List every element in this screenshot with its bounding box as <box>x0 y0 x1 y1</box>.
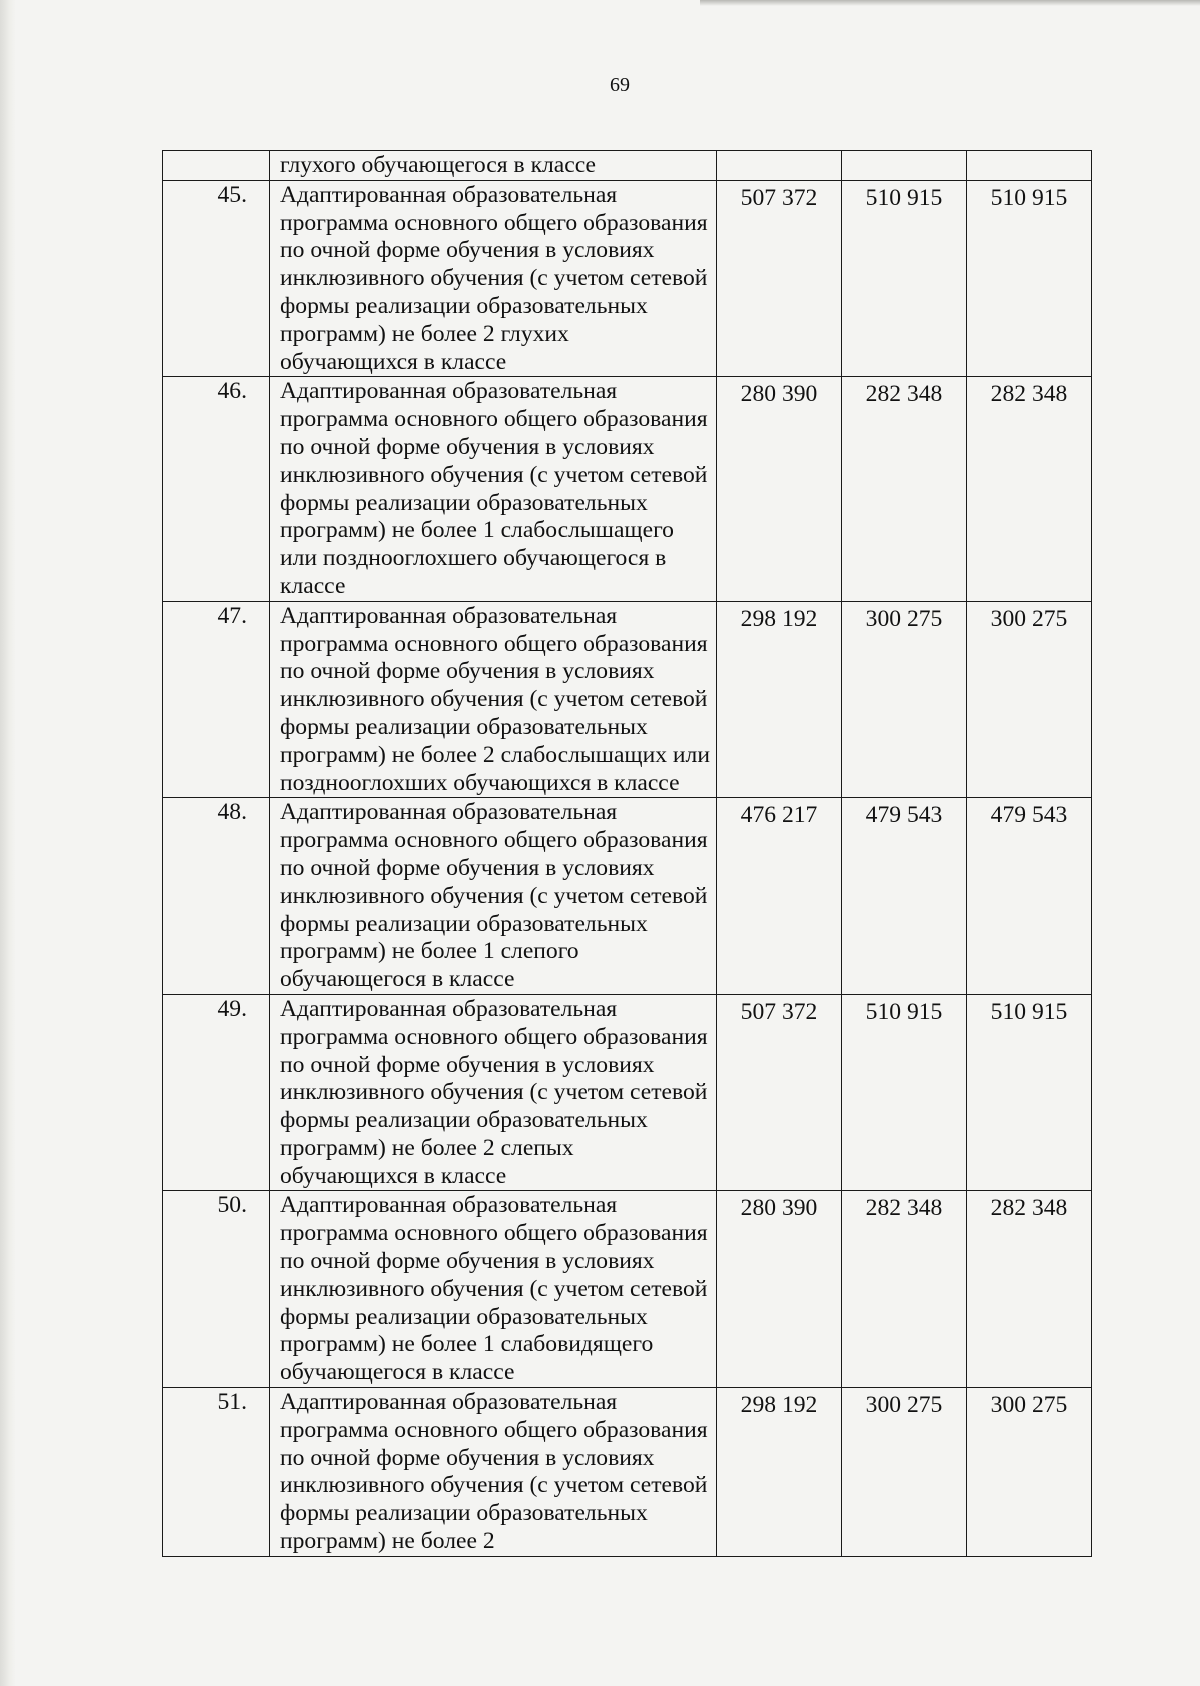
row-value-2: 510 915 <box>842 180 967 377</box>
row-value-1 <box>717 151 842 181</box>
row-number: 45. <box>163 180 270 377</box>
row-value-1: 298 192 <box>717 1388 842 1557</box>
table-row-51 <box>163 1388 1092 1557</box>
table-row-46 <box>163 377 1092 601</box>
table-row-45 <box>163 180 1092 377</box>
row-description: Адаптированная образовательная программа основного общего образования по очной форме обучения в условиях инклюзивного обучения (с учетом сетевой формы реализации образовательных программ) не более 2 слабослышащих или позднооглохших обучающихся в классе <box>270 601 717 798</box>
row-value-3 <box>967 151 1092 181</box>
row-value-1: 298 192 <box>717 601 842 798</box>
row-value-3: 300 275 <box>967 1388 1092 1557</box>
row-value-1: 280 390 <box>717 1191 842 1388</box>
row-description: Адаптированная образовательная программа основного общего образования по очной форме обучения в условиях инклюзивного обучения (с учетом сетевой формы реализации образовательных программ) не более 1 слабослышащего или позднооглохшего обучающегося в классе <box>270 377 717 601</box>
table-row-49 <box>163 994 1092 1191</box>
table-row-continuation <box>163 151 1092 181</box>
row-description: глухого обучающегося в классе <box>270 151 717 181</box>
row-number: 51. <box>163 1388 270 1557</box>
row-value-3: 479 543 <box>967 798 1092 995</box>
row-value-2: 479 543 <box>842 798 967 995</box>
row-value-2: 282 348 <box>842 377 967 601</box>
row-value-2 <box>842 151 967 181</box>
row-value-1: 507 372 <box>717 994 842 1191</box>
row-value-1: 280 390 <box>717 377 842 601</box>
row-value-3: 300 275 <box>967 601 1092 798</box>
row-value-3: 282 348 <box>967 377 1092 601</box>
tariff-table <box>162 150 1092 1557</box>
row-number <box>163 151 270 181</box>
row-value-2: 300 275 <box>842 1388 967 1557</box>
row-number: 46. <box>163 377 270 601</box>
row-description: Адаптированная образовательная программа основного общего образования по очной форме обучения в условиях инклюзивного обучения (с учетом сетевой формы реализации образовательных программ) не более 1 слабовидящего обучающегося в классе <box>270 1191 717 1388</box>
row-number: 47. <box>163 601 270 798</box>
row-value-2: 510 915 <box>842 994 967 1191</box>
row-value-3: 282 348 <box>967 1191 1092 1388</box>
scan-edge-top <box>700 0 1200 6</box>
page-number: 69 <box>610 74 630 96</box>
scan-edge-left <box>0 0 16 1686</box>
row-value-3: 510 915 <box>967 180 1092 377</box>
table-row-48 <box>163 798 1092 995</box>
table-row-50 <box>163 1191 1092 1388</box>
row-number: 48. <box>163 798 270 995</box>
row-value-2: 282 348 <box>842 1191 967 1388</box>
row-value-1: 507 372 <box>717 180 842 377</box>
row-description: Адаптированная образовательная программа основного общего образования по очной форме обучения в условиях инклюзивного обучения (с учетом сетевой формы реализации образовательных программ) не более 2 слепых обучающихся в классе <box>270 994 717 1191</box>
row-value-1: 476 217 <box>717 798 842 995</box>
row-description: Адаптированная образовательная программа основного общего образования по очной форме обучения в условиях инклюзивного обучения (с учетом сетевой формы реализации образовательных программ) не более 2 глухих обучающихся в классе <box>270 180 717 377</box>
row-value-3: 510 915 <box>967 994 1092 1191</box>
table-row-47 <box>163 601 1092 798</box>
row-number: 49. <box>163 994 270 1191</box>
row-description: Адаптированная образовательная программа основного общего образования по очной форме обучения в условиях инклюзивного обучения (с учетом сетевой формы реализации образовательных программ) не более 2 <box>270 1388 717 1557</box>
row-value-2: 300 275 <box>842 601 967 798</box>
row-description: Адаптированная образовательная программа основного общего образования по очной форме обучения в условиях инклюзивного обучения (с учетом сетевой формы реализации образовательных программ) не более 1 слепого обучающегося в классе <box>270 798 717 995</box>
row-number: 50. <box>163 1191 270 1388</box>
